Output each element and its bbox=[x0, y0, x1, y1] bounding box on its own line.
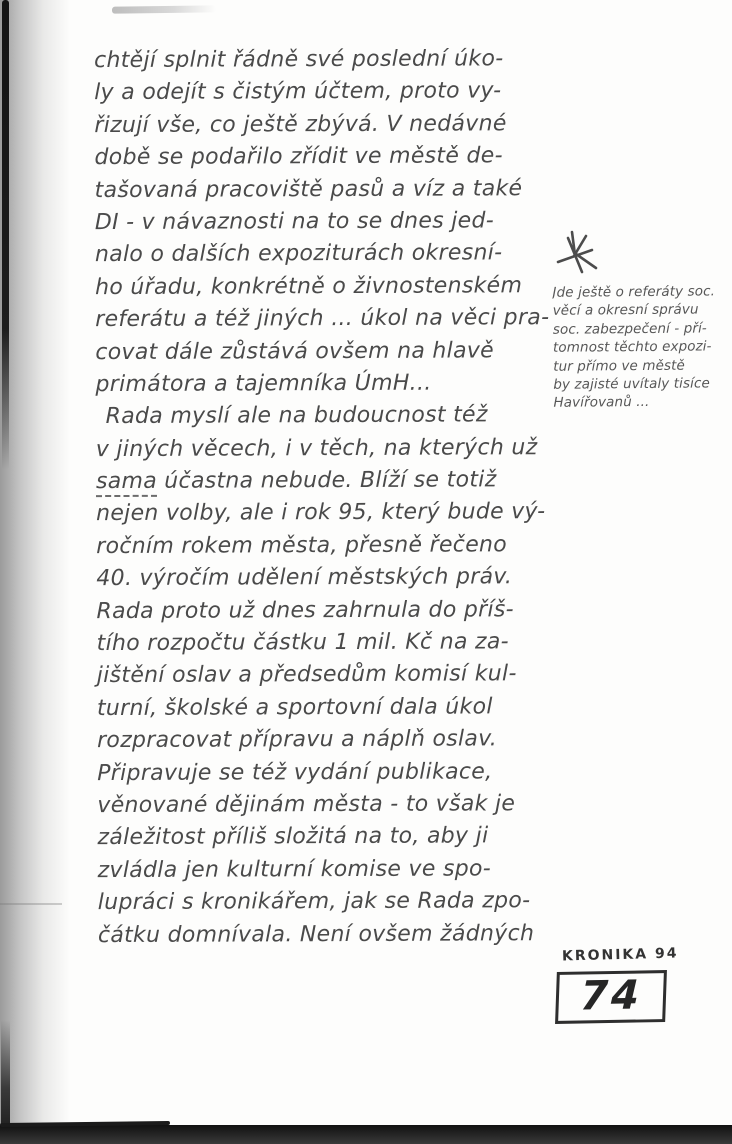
chronicle-series-label: KRONIKA 94 bbox=[561, 945, 679, 965]
margin-note-line: tur přímo ve městě bbox=[553, 357, 685, 375]
text-line: nalo o dalších expoziturách okresní- bbox=[94, 240, 503, 268]
scan-bottom-edge bbox=[0, 1125, 732, 1144]
text-line: čátku domnívala. Není ovšem žádných bbox=[97, 920, 535, 948]
text-line: primátora a tajemníka ÚmH... bbox=[95, 370, 432, 397]
text-line: Rada myslí ale na budoucnost též bbox=[105, 402, 488, 430]
margin-note-line: tomnost těchto expozi- bbox=[552, 338, 712, 356]
margin-note-line: soc. zabezpečení - pří- bbox=[552, 320, 707, 338]
text-line: nejen volby, ale i rok 95, který bude vý- bbox=[96, 499, 546, 527]
text-line: tího rozpočtu částku 1 mil. Kč na za- bbox=[96, 629, 509, 657]
text-line: sama účastna nebude. Blíží se totiž bbox=[96, 464, 596, 499]
text-line: ho úřadu, konkrétně o živnostenském bbox=[95, 272, 523, 300]
underlined-word: sama bbox=[96, 469, 157, 497]
asterisk-icon bbox=[552, 228, 608, 284]
text-line: lupráci s kronikářem, jak se Rada zpo- bbox=[97, 888, 531, 916]
spine-edge-top bbox=[2, 0, 9, 470]
margin-note bbox=[552, 282, 732, 412]
text-line: chtějí splnit řádně své poslední úko- bbox=[94, 46, 504, 74]
text-line: v jiných věcech, i v těch, na kterých už bbox=[95, 434, 538, 462]
main-text bbox=[94, 43, 598, 952]
text-line: rozpracovat přípravu a náplň oslav. bbox=[97, 726, 498, 754]
text-line: DI - v návaznosti na to se dnes jed- bbox=[94, 208, 495, 236]
text-line: záležitost příliš složitá na to, aby ji bbox=[97, 823, 489, 851]
text-line: řizují vše, co ještě zbývá. V nedávné bbox=[94, 111, 507, 138]
text-line: Připravuje se též vydání publikace, bbox=[97, 758, 493, 786]
text-line: 40. výročím udělení městských práv. bbox=[96, 564, 513, 592]
text-line: ly a odejít s čistým účtem, proto vy- bbox=[94, 78, 502, 106]
book-binding-shadow bbox=[0, 0, 70, 1144]
margin-note-line: Havířovanů ... bbox=[553, 394, 650, 412]
text-line: době se podařilo zřídit ve městě de- bbox=[94, 143, 503, 171]
margin-note-line: Jde ještě o referáty soc. bbox=[552, 283, 716, 301]
page-crease bbox=[0, 903, 62, 905]
text-line: věnované dějinám města - to však je bbox=[97, 791, 516, 819]
scan-smudge bbox=[112, 5, 216, 13]
text-line: Rada proto už dnes zahrnula do příš- bbox=[96, 596, 514, 624]
page-number: 74 bbox=[579, 972, 643, 1020]
margin-note-line: by zajisté uvítaly tisíce bbox=[553, 375, 710, 393]
page-number-box bbox=[555, 970, 667, 1024]
text-line: covat dále zůstává ovšem na hlavě bbox=[95, 337, 495, 365]
text-line: referátu a též jiných ... úkol na věci pra- bbox=[95, 305, 550, 333]
text-line: jištění oslav a předsedům komisí kul- bbox=[96, 661, 517, 689]
text-line: zvládla jen kulturní komise ve spo- bbox=[97, 856, 492, 883]
text-line: ročním rokem města, přesně řečeno bbox=[96, 532, 508, 559]
text-line: tašovaná pracoviště pasů a víz a také bbox=[94, 175, 523, 203]
margin-note-line: věcí a okresní správu bbox=[552, 301, 699, 320]
text-line: turní, školské a sportovní dala úkol bbox=[96, 694, 493, 721]
